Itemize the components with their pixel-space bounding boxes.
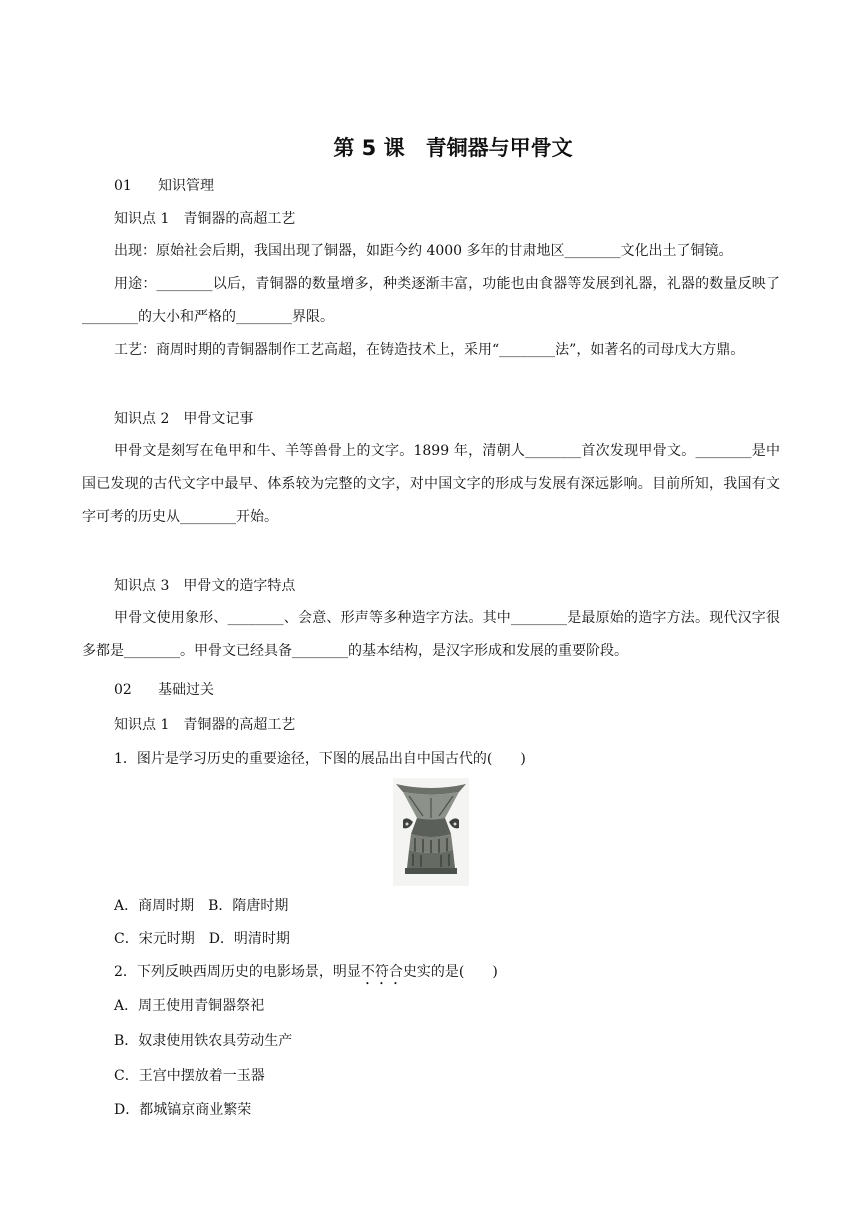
kp2-oracle-paragraph: 甲骨文是刻写在龟甲和牛、羊等兽骨上的文字。1899 年，清朝人________首次发现甲骨文。________是中国已发现的古代文字中最早、体系较为完整的文字，对中国文字的形成与发展有深远影响。目前所知，我国有文字可考的历史从________开始。 xyxy=(82,443,780,525)
knowledge-point-3-heading: 知识点 3 甲骨文的造字特点 xyxy=(114,578,296,594)
section-label: 知识管理 xyxy=(158,178,214,194)
kp1-craft-paragraph: 工艺：商周时期的青铜器制作工艺高超，在铸造技术上，采用“________法”，如著名的司母戊大方鼎。 xyxy=(114,342,745,358)
question-2-option-c: C．王宫中摆放着一玉器 xyxy=(114,1068,265,1084)
question-1-stem: 1．图片是学习历史的重要途径，下图的展品出自中国古代的( ) xyxy=(114,751,526,767)
question-1-options-cd: C．宋元时期 D．明清时期 xyxy=(114,931,290,947)
kp1-origin-paragraph: 出现：原始社会后期，我国出现了铜器，如距今约 4000 多年的甘肃地区________文化出土了铜镜。 xyxy=(114,243,733,259)
question-1-options-ab: A．商周时期 B．隋唐时期 xyxy=(114,898,289,914)
question-2-option-b: B．奴隶使用铁农具劳动生产 xyxy=(114,1033,293,1049)
knowledge-point-1-heading: 知识点 1 青铜器的高超工艺 xyxy=(114,211,296,227)
kp3-character-paragraph: 甲骨文使用象形、________、会意、形声等多种造字方法。其中________是最原始的造字方法。现代汉字很多都是________。甲骨文已经具备________的基本结构，是汉字形成和发展的重要阶段。 xyxy=(82,610,780,659)
question-2-stem-start: 2．下列反映西周历史的电影场景，明显 xyxy=(114,964,361,980)
section-heading-knowledge xyxy=(114,176,214,196)
lesson-title: 第 5 课 青铜器与甲骨文 xyxy=(333,136,573,160)
question-2-stem-end: 史实的是( ) xyxy=(402,964,498,980)
question-2-emphasis: 不符合 xyxy=(360,964,403,980)
question-2-option-a: A．周王使用青铜器祭祀 xyxy=(114,998,265,1014)
knowledge-point-2-heading: 知识点 2 甲骨文记事 xyxy=(114,411,254,427)
section-label: 基础过关 xyxy=(158,682,214,698)
knowledge-point-1b-heading: 知识点 1 青铜器的高超工艺 xyxy=(114,717,296,733)
section-number: 02 xyxy=(114,682,132,698)
section-heading-basics xyxy=(114,680,214,700)
section-number: 01 xyxy=(114,178,132,194)
question-2-stem xyxy=(114,962,498,988)
bronze-zun-vessel-image xyxy=(393,778,469,886)
kp1-use-paragraph: 用途：________以后，青铜器的数量增多，种类逐渐丰富，功能也由食器等发展到礼器，礼器的数量反映了________的大小和严格的________界限。 xyxy=(82,276,780,325)
question-2-option-d: D．都城镐京商业繁荣 xyxy=(114,1102,252,1118)
